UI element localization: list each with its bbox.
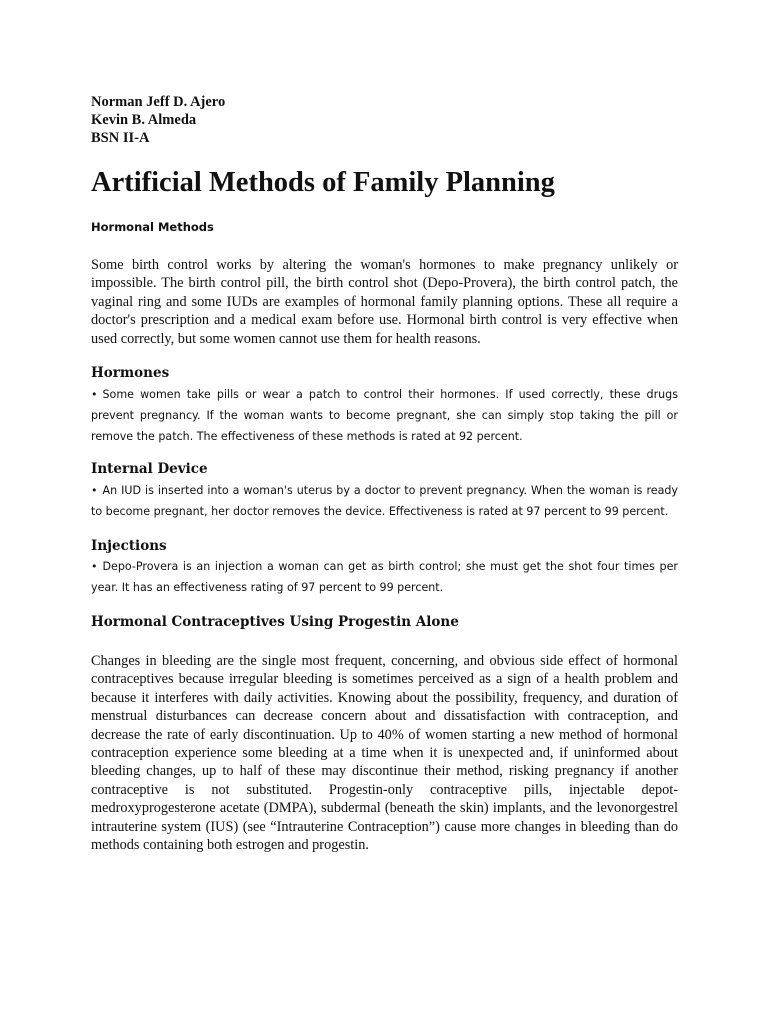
bullet-text: Depo-Provera is an injection a woman can get as birth control; she must get the shot four times per year. It has an effectiveness rating of 97 percent to 99 percent. <box>91 560 678 594</box>
author-name: Norman Jeff D. Ajero <box>91 94 226 110</box>
bullet-icon: • <box>91 560 98 573</box>
author-name: Kevin B. Almeda <box>91 112 197 128</box>
document-title: Artificial Methods of Family Planning <box>91 167 555 198</box>
section-heading-injections: Injections <box>91 538 167 554</box>
bullet-text: Some women take pills or wear a patch to control their hormones. If used correctly, these drugs prevent pregnancy. If the woman wants to become pregnant, she can simply stop taking the pill or remove the patch. The effectiveness of these methods is rated at 92 percent. <box>91 388 678 443</box>
bullet-item-injections <box>91 556 678 598</box>
hormonal-methods-paragraph: Some birth control works by altering the woman's hormones to make pregnancy unlikely or impossible. The birth control pill, the birth control shot (Depo-Provera), the birth control patch, the vaginal ring and some IUDs are examples of hormonal family planning options. These all require a doctor's prescription and a medical exam before use. Hormonal birth control is very effective when used correctly, but some women cannot use them for health reasons. <box>91 257 678 347</box>
bullet-text: An IUD is inserted into a woman's uterus by a doctor to prevent pregnancy. When the woman is ready to become pregnant, her doctor removes the device. Effectiveness is rated at 97 percent to 99 percent. <box>91 484 678 518</box>
author-block <box>91 93 225 147</box>
bullet-icon: • <box>91 484 98 497</box>
section-heading-hormones: Hormones <box>91 365 170 381</box>
bullet-icon: • <box>91 388 98 401</box>
section-heading-progestin: Hormonal Contraceptives Using Progestin Alone <box>91 614 459 630</box>
section-heading-internal-device: Internal Device <box>91 461 208 477</box>
section-heading-hormonal-methods: Hormonal Methods <box>91 220 214 234</box>
bullet-item-hormones <box>91 384 678 447</box>
progestin-paragraph: Changes in bleeding are the single most frequent, concerning, and obvious side effect of hormonal contraceptives because irregular bleeding is sometimes perceived as a sign of a health problem and because it interferes with daily activities. Knowing about the possibility, frequency, and duration of menstrual disturbances can decrease concern about and dissatisfaction with contraception, and decrease the rate of early discontinuation. Up to 40% of women starting a new method of hormonal contraception experience some bleeding at a time when it is unexpected and, if uninformed about bleeding changes, up to half of these may discontinue their method, risking pregnancy if another contraceptive is not substituted. Progestin-only contraceptive pills, injectable depot-medroxyprogesterone acetate (DMPA), subdermal (beneath the skin) implants, and the levonorgestrel intrauterine system (IUS) (see “Intrauterine Contraception”) cause more changes in bleeding than do methods containing both estrogen and progestin. <box>91 653 678 854</box>
class-section: BSN II-A <box>91 130 150 146</box>
bullet-item-internal-device <box>91 480 678 522</box>
